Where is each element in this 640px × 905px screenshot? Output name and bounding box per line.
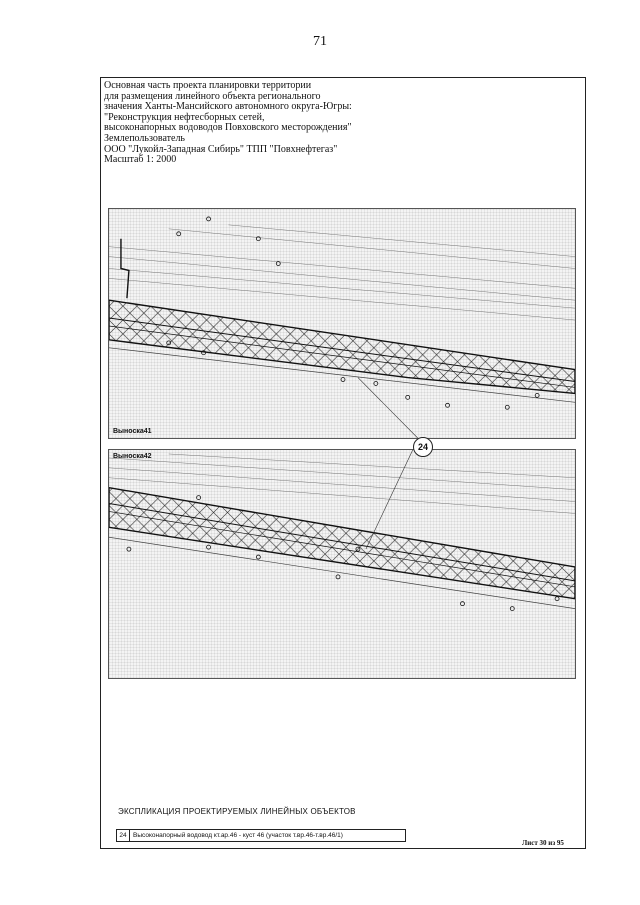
map-panel-top <box>108 208 576 439</box>
header-line: Основная часть проекта планировки территории <box>104 80 312 91</box>
document-header <box>104 81 404 166</box>
sheet-label: Лист 30 из 95 <box>522 839 564 847</box>
legend-row-number: 24 <box>117 830 130 841</box>
header-line: ООО "Лукойл-Западная Сибирь" ТПП "Повхнефтегаз" <box>104 143 338 155</box>
map-drawing-top <box>109 209 575 438</box>
header-line: для размещения линейного объекта регионального <box>104 90 321 102</box>
leader-number-marker: 24 <box>413 437 433 457</box>
legend-row-description: Высоконапорный водовод кт.ар.46 - куст 46 (участок т.вр.46-т.вр.46/1) <box>133 832 343 839</box>
page-number: 71 <box>313 34 327 49</box>
legend-table <box>116 829 406 842</box>
header-line: Землепользователь <box>104 132 185 144</box>
map-drawing-bottom <box>109 450 575 678</box>
callout-label-bottom: Выноска42 <box>113 453 152 460</box>
header-line: "Реконструкция нефтесборных сетей, <box>104 111 265 123</box>
header-line: значения Ханты-Мансийского автономного округа-Югры: <box>104 101 352 113</box>
callout-label-top: Выноска41 <box>113 428 152 435</box>
header-line: высоконапорных водоводов Повховского месторождения" <box>104 122 352 134</box>
map-panel-bottom <box>108 449 576 679</box>
header-line: Масштаб 1: 2000 <box>104 154 177 166</box>
legend-title: ЭКСПЛИКАЦИЯ ПРОЕКТИРУЕМЫХ ЛИНЕЙНЫХ ОБЪЕКТОВ <box>118 807 356 816</box>
